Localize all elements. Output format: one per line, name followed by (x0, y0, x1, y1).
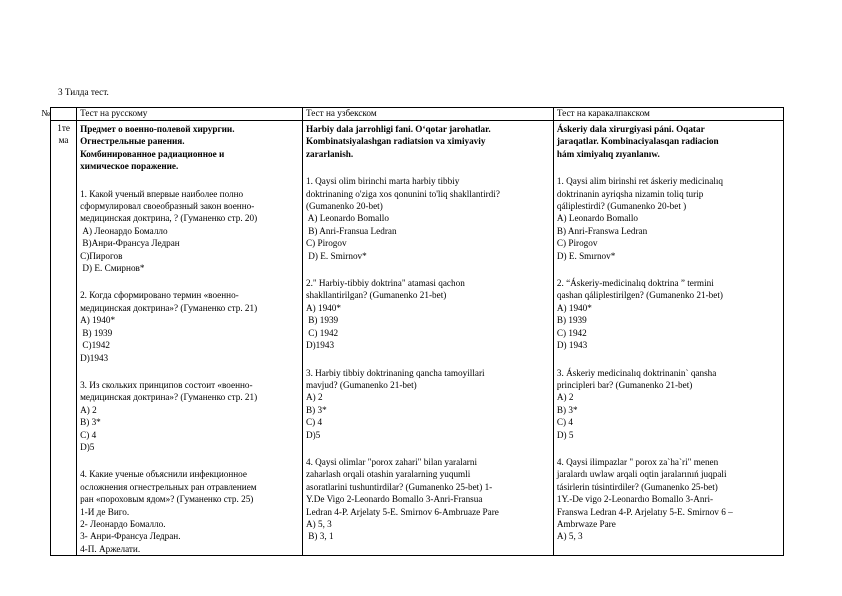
question-block (306, 456, 550, 543)
heading-line: jaraqatlar. Kombinaciyalasqan radiacion (556, 136, 719, 147)
answer-option: С)Пирогов (80, 250, 123, 261)
question-text: Franswa Ledran 4-P. Arjelatıy 5-E. Smirnov 6 – (556, 506, 733, 517)
question-block (80, 468, 299, 555)
question-text: principleri bar? (Gumanenko 21-bet) (556, 379, 693, 390)
answer-option: 4-П. Аржелати. (80, 543, 141, 554)
question-text: 2." Harbiy-tibbiy doktrina" atamasi qachon (305, 278, 465, 289)
answer-option: B) 1939 (556, 315, 587, 326)
answer-option: А) Леонардо Бомалло (80, 225, 168, 236)
answer-option: A) 1940* (556, 302, 592, 313)
heading-line: Kombinatsiyalashgan radiatsion va ximiyaviy (305, 136, 486, 147)
topic-line: 1те (57, 123, 70, 133)
question-text: 1. Какой ученый впервые наиболее полно (80, 188, 244, 199)
question-text: 4. Какие ученые объяснили инфекционное (80, 469, 247, 480)
question-text: осложнения огнестрельных ран отравлением (80, 481, 257, 492)
answer-option: C) 4 (556, 417, 573, 428)
answer-option: D) E. Смирнов* (80, 263, 145, 274)
topic-cell (51, 121, 77, 556)
answer-option: 2- Леонардо Бомалло. (80, 518, 166, 529)
answer-option: B) Anri-Fransua Ledran (305, 225, 397, 236)
answer-option: В) 1939 (80, 327, 113, 338)
question-text: 1. Qaysi olim birinchi marta harbiy tibbiy (305, 176, 460, 187)
answer-option: D) E. Smırnov* (556, 250, 616, 261)
question-text: медицинская доктрина, ? (Гуманенко стр. 20) (80, 213, 258, 224)
question-block (557, 277, 780, 351)
question-block (306, 175, 550, 262)
answer-option: A) 1940* (305, 302, 341, 313)
question-text: Ambrwaze Pare (556, 518, 616, 529)
question-text: doktrinanin ayriqsha nizamin toliq turip (556, 188, 704, 199)
question-text: 1. Qaysi alim birinshi ret áskeriy medicinalıq (556, 176, 723, 187)
karakalpak-column (553, 121, 783, 556)
answer-option: A) 5, 3 (305, 518, 332, 529)
answer-option: C) 1942 (305, 327, 339, 338)
answer-option: В) 3* (80, 417, 101, 428)
answer-option: B) 3* (556, 404, 578, 415)
question-text: jaralardı uwlaw arqali oqtin jaralarınıń juqpali (556, 469, 727, 480)
question-text: mavjud? (Gumanenko 21-bet) (305, 379, 417, 390)
answer-option: C) 1942 (556, 327, 587, 338)
question-text: asoratlarini tushuntirdilar? (Gumanenko 25-bet) 1- (305, 481, 493, 492)
answer-option: A) 2 (305, 392, 323, 403)
table-row (36, 121, 784, 556)
answer-option: A) Leonardo Bomallo (305, 213, 389, 224)
heading-line: Предмет о военно-полевой хирургии. (80, 124, 235, 134)
answer-option: D)5 (305, 429, 321, 440)
question-text: медицинская доктрина»? (Гуманенко стр. 21) (80, 302, 258, 313)
question-text: 1Y.-De vigo 2-Leonardıo Bomallo 3-Anri- (556, 494, 714, 505)
answer-option: B) 3, 1 (305, 531, 334, 542)
question-text: zaharlash orqali otashin yaralarning yuqumli (305, 469, 471, 480)
question-text: Y.De Vigo 2-Leonardo Bomallo 3-Anri-Fransua (305, 494, 483, 505)
heading-line: Огнестрельные ранения. (80, 136, 185, 147)
answer-option: С) 4 (80, 429, 97, 440)
answer-option: A) 2 (556, 392, 574, 403)
question-text: qáliplestirdi? (Gumanenko 20-bet ) (556, 201, 687, 212)
answer-option: D)1943 (80, 352, 109, 363)
question-text: 2. Когда сформировано термин «военно- (80, 290, 239, 301)
question-block (306, 367, 550, 441)
answer-option: 1-И де Виго. (80, 506, 130, 517)
header-number: № (36, 108, 51, 121)
question-text: медицинская доктрина»? (Гуманенко стр. 21) (80, 392, 258, 403)
question-block (557, 456, 780, 543)
russian-column (77, 121, 303, 556)
topic-heading (557, 123, 780, 160)
heading-line: Комбинированное радиационное и (80, 148, 225, 159)
header-karakalpak: Тест на каракалпакском (553, 108, 783, 121)
question-text: qashan qáliplestirilgen? (Gumanenko 21-bet) (556, 290, 723, 301)
row-number-cell (36, 121, 51, 556)
question-block (80, 188, 299, 275)
answer-option: В)Анри-Франсуа Ледран (80, 238, 180, 249)
question-text: 3. Harbiy tibbiy doktrinaning qancha tamoyillari (305, 367, 485, 378)
question-text: ран «пороховым ядом»? (Гуманенко стр. 25) (80, 494, 254, 505)
heading-line: Harbiy dala jarrohligi fani. O‘qotar jarohatlar. (305, 124, 491, 134)
heading-line: zararlanish. (305, 148, 354, 159)
table-header-row (36, 108, 784, 121)
page-title: 3 Тилда тест. (58, 87, 109, 97)
answer-option: C) Pirogov (305, 238, 347, 249)
answer-option: A) 5, 3 (556, 531, 583, 542)
header-russian: Тест на русскому (77, 108, 303, 121)
uzbek-column (302, 121, 553, 556)
question-text: shakllantirilgan? (Gumanenko 21-bet) (305, 290, 447, 301)
test-table (36, 107, 784, 556)
answer-option: D) 5 (556, 429, 574, 440)
answer-option: D)5 (80, 441, 95, 452)
question-text: (Gumanenko 20-bet) (305, 201, 383, 212)
question-text: 3. Áskeriy medicinalıq doktrinanin` qansha (556, 367, 717, 378)
topic-heading (306, 123, 550, 160)
question-text: tásirlerin túsintirdiler? (Gumanenko 25-bet) (556, 481, 718, 492)
question-block (306, 277, 550, 351)
topic-heading (80, 123, 299, 173)
heading-line: hám ximiyalıq zıyanlanıw. (556, 148, 660, 159)
answer-option: С)1942 (80, 340, 110, 351)
question-text: Ledran 4-P. Arjelaty 5-E. Smirnov 6-Ambruaze Pare (305, 506, 499, 517)
question-block (557, 175, 780, 262)
question-text: 3. Из скольких принципов состоит «военно- (80, 379, 253, 390)
header-topic (51, 108, 77, 121)
question-text: 4. Qaysi ilimpazlar " porox za`ha`ri" menen (556, 456, 719, 467)
heading-line: Áskeriy dala xirurgiyasi páni. Oqatar (556, 124, 705, 134)
header-uzbek: Тест на узбекском (302, 108, 553, 121)
topic-line: ма (58, 134, 69, 145)
heading-line: химическое поражение. (80, 161, 179, 172)
answer-option: А) 1940* (80, 315, 116, 326)
question-text: сформулировал своеобразный закон военно- (80, 201, 255, 212)
question-text: 2. “Áskeriy-medicinalıq doktrina ” termini (556, 278, 714, 289)
question-block (557, 367, 780, 441)
question-text: 4. Qaysi olimlar "porox zahari" bilan yaralarni (305, 456, 478, 467)
question-block (80, 289, 299, 363)
answer-option: А) 2 (80, 404, 97, 415)
answer-option: A) Leonardo Bomallo (556, 213, 639, 224)
answer-option: C) Pirogov (556, 238, 598, 249)
answer-option: B) Anri-Franswa Ledran (556, 225, 648, 236)
answer-option: D) 1943 (556, 340, 588, 351)
answer-option: B) 3* (305, 404, 327, 415)
question-block (80, 379, 299, 453)
answer-option: C) 4 (305, 417, 323, 428)
answer-option: B) 1939 (305, 315, 339, 326)
question-text: doktrinaning o'ziga xos qonunini to'liq shakllantirdi? (305, 188, 500, 199)
answer-option: D) E. Smirnov* (305, 250, 367, 261)
answer-option: D)1943 (305, 340, 335, 351)
answer-option: 3- Анри-Франсуа Ледран. (80, 531, 181, 542)
